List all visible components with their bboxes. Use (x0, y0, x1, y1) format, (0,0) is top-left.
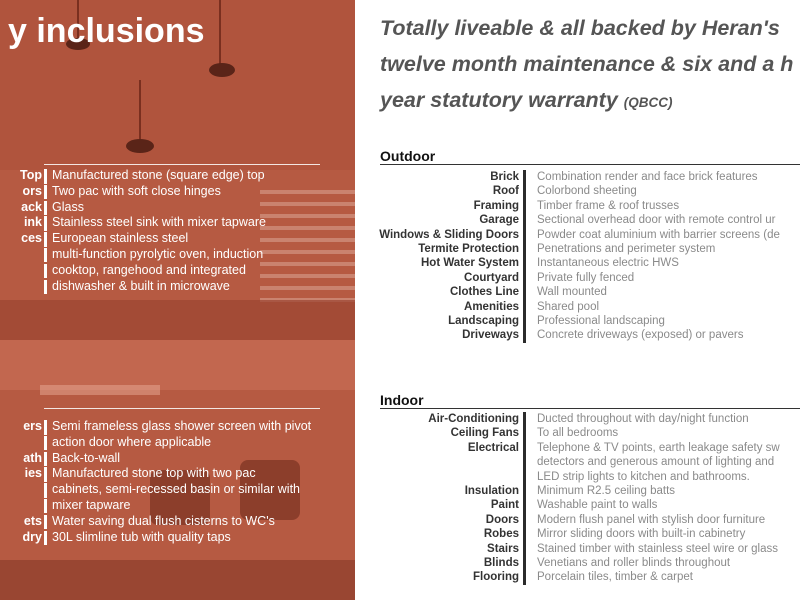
spec-label: Windows & Sliding Doors (379, 228, 519, 241)
spec-row-roof (355, 184, 800, 198)
spec-label: Stairs (487, 542, 519, 555)
item-bar (44, 248, 47, 263)
item-label: ies (24, 466, 42, 481)
bathroom-inclusions-list (0, 419, 355, 545)
item-value: Two pac with soft close hinges (52, 183, 221, 198)
spec-bar (523, 170, 526, 184)
spec-bar (523, 300, 526, 314)
headline-qbcc: (QBCC) (623, 95, 673, 110)
spec-value: Stained timber with stainless steel wire or glass (537, 542, 778, 555)
list-item-continuation (0, 498, 355, 514)
spec-bar (523, 542, 526, 556)
spec-label: Termite Protection (418, 242, 519, 255)
spec-value: Powder coat aluminium with barrier screens (de (537, 228, 780, 241)
item-value: Manufactured stone top with two pac (52, 466, 256, 481)
item-value: Semi frameless glass shower screen with pivot (52, 419, 312, 433)
item-bar (44, 185, 47, 200)
spec-label: Clothes Line (449, 286, 519, 299)
list-item (0, 200, 355, 216)
spec-value: Colorbond sheeting (537, 185, 637, 198)
spec-bar (523, 242, 526, 256)
item-bar (44, 499, 47, 514)
spec-label: Hot Water System (421, 257, 519, 270)
spec-row-blinds (355, 556, 800, 570)
spec-bar (523, 527, 526, 541)
spec-bar (523, 498, 526, 512)
item-label: ers (23, 419, 42, 433)
spec-row-courtyard (355, 271, 800, 285)
list-item (0, 231, 355, 247)
spec-bar (523, 314, 526, 328)
item-bar (44, 483, 47, 498)
item-value: European stainless steel (52, 231, 189, 246)
spec-value: Professional landscaping (537, 314, 665, 327)
item-value: cabinets, semi-recessed basin or similar with (52, 482, 301, 497)
spec-bar (523, 513, 526, 527)
spec-value: Concrete driveways (exposed) or pavers (537, 329, 744, 342)
list-item (0, 451, 355, 467)
item-label: ces (21, 231, 42, 246)
spec-label: Electrical (467, 441, 519, 454)
spec-row-ceiling-fans (355, 426, 800, 440)
spec-value: Shared pool (537, 300, 600, 313)
item-value: dishwasher & built in microwave (52, 278, 230, 293)
spec-row-termite (355, 242, 800, 256)
spec-row-flooring (355, 570, 800, 584)
warranty-headline (380, 10, 800, 121)
spec-row-landscaping (355, 314, 800, 328)
spec-row-garage (355, 213, 800, 227)
item-value: multi-function pyrolytic oven, induction (52, 246, 264, 261)
item-value: action door where applicable (52, 434, 212, 449)
spec-row-hot-water (355, 256, 800, 270)
item-bar (44, 467, 47, 482)
spec-value: Timber frame & roof trusses (537, 199, 680, 212)
item-label: ets (23, 513, 42, 528)
spec-row-driveways (355, 328, 800, 342)
item-label: ors (22, 183, 42, 198)
item-label: Top (20, 168, 42, 182)
spec-row-amenities (355, 300, 800, 314)
list-item (0, 530, 355, 546)
spec-row-electrical (355, 441, 800, 455)
spec-bar (523, 556, 526, 570)
item-bar (44, 169, 47, 184)
kitchen-inclusions-list (0, 168, 355, 294)
list-item-continuation (0, 279, 355, 295)
indoor-spec-list (355, 412, 800, 585)
spec-row-stairs (355, 542, 800, 556)
spec-bar (523, 412, 526, 426)
spec-label: Brick (490, 171, 519, 183)
spec-row-continuation (355, 455, 800, 469)
list-item-continuation (0, 482, 355, 498)
item-label: ink (23, 215, 42, 230)
list-item (0, 168, 355, 184)
spec-bar (523, 256, 526, 270)
spec-bar (523, 426, 526, 440)
outdoor-divider (380, 164, 800, 165)
spec-label: Framing (473, 199, 519, 212)
spec-bar (523, 455, 526, 469)
spec-label: Paint (490, 499, 519, 512)
list-item-continuation (0, 263, 355, 279)
spec-row-brick (355, 170, 800, 184)
item-label: dry (22, 529, 42, 544)
spec-value: Venetians and roller blinds throughout (537, 556, 731, 569)
item-bar (44, 531, 47, 546)
spec-row-paint (355, 498, 800, 512)
spec-row-insulation (355, 484, 800, 498)
kitchen-divider (44, 164, 320, 165)
spec-bar (523, 441, 526, 455)
item-value: Back-to-wall (52, 450, 121, 465)
spec-label: Ceiling Fans (450, 427, 519, 440)
outdoor-spec-list (355, 170, 800, 343)
spec-label: Doors (485, 513, 519, 526)
left-inclusions-panel (0, 0, 355, 600)
spec-row-robes (355, 527, 800, 541)
spec-value: Ducted throughout with day/night function (537, 413, 749, 425)
spec-bar (523, 470, 526, 484)
spec-value: Porcelain tiles, timber & carpet (537, 571, 693, 584)
spec-row-air-conditioning (355, 412, 800, 426)
spec-bar (523, 213, 526, 227)
spec-value: Minimum R2.5 ceiling batts (537, 484, 676, 497)
item-bar (44, 201, 47, 216)
spec-label: Blinds (483, 556, 519, 569)
spec-bar (523, 285, 526, 299)
spec-row-continuation (355, 470, 800, 484)
spec-label: Garage (479, 214, 519, 227)
spec-label: Flooring (473, 571, 519, 584)
item-value: Glass (52, 199, 84, 214)
list-item (0, 215, 355, 231)
spec-bar (523, 199, 526, 213)
spec-value: Wall mounted (537, 286, 607, 299)
item-bar (44, 216, 47, 231)
spec-value: Modern flush panel with stylish door furniture (537, 513, 766, 526)
spec-value: Instantaneous electric HWS (537, 257, 679, 270)
spec-value: Private fully fenced (537, 271, 635, 284)
item-bar (44, 436, 47, 451)
list-item-continuation (0, 247, 355, 263)
item-bar (44, 280, 47, 295)
list-item (0, 184, 355, 200)
indoor-divider (380, 408, 800, 409)
spec-value: LED strip lights to kitchen and bathrooms. (537, 470, 750, 483)
item-bar (44, 420, 47, 435)
item-bar (44, 515, 47, 530)
spec-row-framing (355, 199, 800, 213)
spec-bar (523, 484, 526, 498)
spec-label: Air-Conditioning (428, 413, 519, 425)
spec-label: Courtyard (464, 271, 519, 284)
item-value: Manufactured stone (square edge) top (52, 168, 265, 182)
spec-value: Sectional overhead door with remote control ur (537, 214, 776, 227)
list-item (0, 466, 355, 482)
spec-label: Amenities (464, 300, 519, 313)
spec-value: Penetrations and perimeter system (537, 242, 716, 255)
spec-value: To all bedrooms (537, 427, 619, 440)
outdoor-section-title: Outdoor (380, 148, 436, 164)
headline-line-1: Totally liveable & all backed by Heran's (380, 16, 780, 40)
spec-label: Robes (483, 528, 519, 541)
item-label: ath (23, 450, 42, 465)
spec-bar (523, 184, 526, 198)
spec-row-windows (355, 228, 800, 242)
headline-line-2: twelve month maintenance & six and a h (380, 52, 794, 76)
spec-label: Landscaping (448, 314, 519, 327)
spec-row-clothes-line (355, 285, 800, 299)
spec-label: Insulation (464, 484, 519, 497)
spec-label: Driveways (462, 329, 519, 342)
spec-bar (523, 570, 526, 584)
spec-bar (523, 228, 526, 242)
inclusions-title: y inclusions (8, 12, 205, 50)
item-value: cooktop, rangehood and integrated (52, 262, 246, 277)
item-value: mixer tapware (52, 497, 131, 512)
spec-value: Combination render and face brick features (537, 171, 758, 183)
bathroom-divider (44, 408, 320, 409)
item-value: 30L slimline tub with quality taps (52, 529, 231, 544)
right-specifications-panel (355, 0, 800, 600)
item-label: ack (21, 199, 42, 214)
spec-bar (523, 328, 526, 342)
list-item-continuation (0, 435, 355, 451)
list-item (0, 514, 355, 530)
spec-value: Telephone & TV points, earth leakage safety sw (537, 441, 780, 454)
item-bar (44, 264, 47, 279)
spec-bar (523, 271, 526, 285)
item-value: Stainless steel sink with mixer tapware (52, 215, 266, 230)
item-bar (44, 452, 47, 467)
item-value: Water saving dual flush cisterns to WC's (52, 513, 275, 528)
indoor-section-title: Indoor (380, 392, 424, 408)
spec-value: detectors and generous amount of lighting and (537, 456, 775, 469)
spec-value: Washable paint to walls (537, 499, 658, 512)
headline-line-3: year statutory warranty (380, 88, 618, 112)
spec-label: Roof (492, 185, 519, 198)
spec-value: Mirror sliding doors with built-in cabinetry (537, 528, 746, 541)
list-item (0, 419, 355, 435)
spec-row-doors (355, 513, 800, 527)
item-bar (44, 232, 47, 247)
